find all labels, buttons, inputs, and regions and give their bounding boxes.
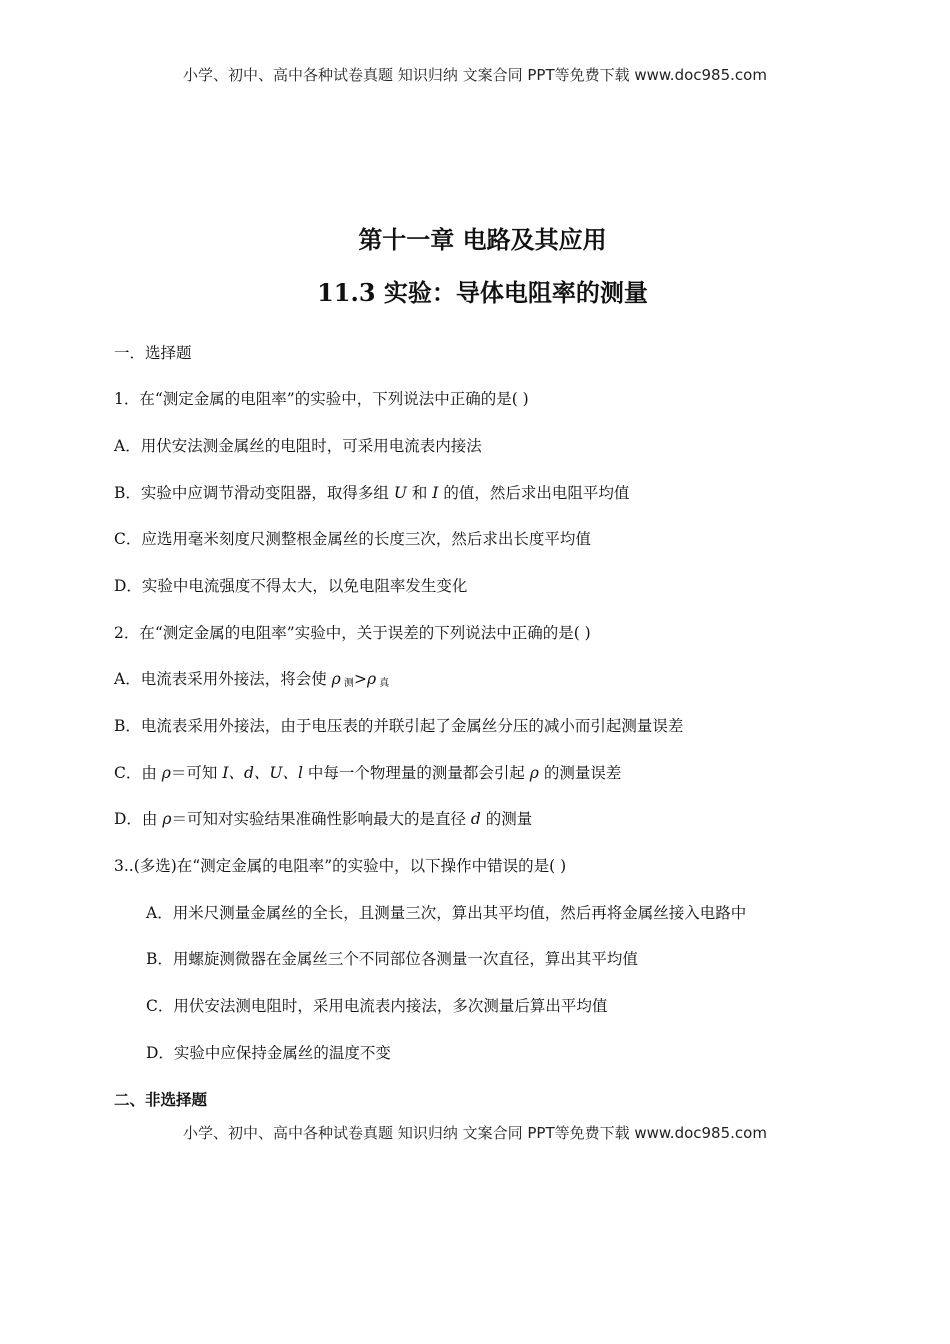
q3-option-b: B．用螺旋测微器在金属丝三个不同部位各测量一次直径，算出其平均值 bbox=[146, 950, 638, 968]
q1-stem: 1．在“测定金属的电阻率”的实验中，下列说法中正确的是( ) bbox=[114, 390, 529, 408]
page-footer: 小学、初中、高中各种试卷真题 知识归纳 文案合同 PPT等免费下载 www.doc985.com bbox=[183, 1124, 767, 1142]
section1-heading: 一．选择题 bbox=[114, 344, 192, 362]
q3-stem: 3..(多选)在“测定金属的电阻率”的实验中，以下操作中错误的是( ) bbox=[114, 857, 567, 875]
q1-option-a: A．用伏安法测金属丝的电阻时，可采用电流表内接法 bbox=[114, 437, 482, 455]
q1-option-b: B．实验中应调节滑动变阻器，取得多组 U 和 I 的值，然后求出电阻平均值 bbox=[114, 484, 630, 502]
q2-option-b: B．电流表采用外接法，由于电压表的并联引起了金属丝分压的减小而引起测量误差 bbox=[114, 717, 684, 735]
q2-option-c: C．由 ρ＝可知 I、d、U、l 中每一个物理量的测量都会引起 ρ 的测量误差 bbox=[114, 764, 622, 782]
section-title: 11.3 实验：导体电阻率的测量 bbox=[317, 278, 648, 307]
q3-option-d: D．实验中应保持金属丝的温度不变 bbox=[146, 1044, 391, 1062]
q1-option-d: D．实验中电流强度不得太大，以免电阻率发生变化 bbox=[114, 577, 468, 595]
chapter-title: 第十一章 电路及其应用 bbox=[358, 225, 607, 254]
q2-option-a: A．电流表采用外接法，将会使 ρ $_测$>ρ $_真$ bbox=[114, 670, 390, 689]
q3-option-c: C．用伏安法测电阻时，采用电流表内接法，多次测量后算出平均值 bbox=[146, 997, 608, 1015]
section2-heading: 二、非选择题 bbox=[114, 1091, 208, 1109]
page-header: 小学、初中、高中各种试卷真题 知识归纳 文案合同 PPT等免费下载 www.doc985.com bbox=[183, 66, 767, 84]
q1-option-c: C．应选用毫米刻度尺测整根金属丝的长度三次，然后求出长度平均值 bbox=[114, 530, 591, 548]
q3-option-a: A．用米尺测量金属丝的全长，且测量三次，算出其平均值，然后再将金属丝接入电路中 bbox=[146, 904, 747, 922]
q2-option-d: D．由 ρ＝可知对实验结果准确性影响最大的是直径 d 的测量 bbox=[114, 810, 533, 828]
q2-stem: 2．在“测定金属的电阻率”实验中，关于误差的下列说法中正确的是( ) bbox=[114, 624, 591, 642]
